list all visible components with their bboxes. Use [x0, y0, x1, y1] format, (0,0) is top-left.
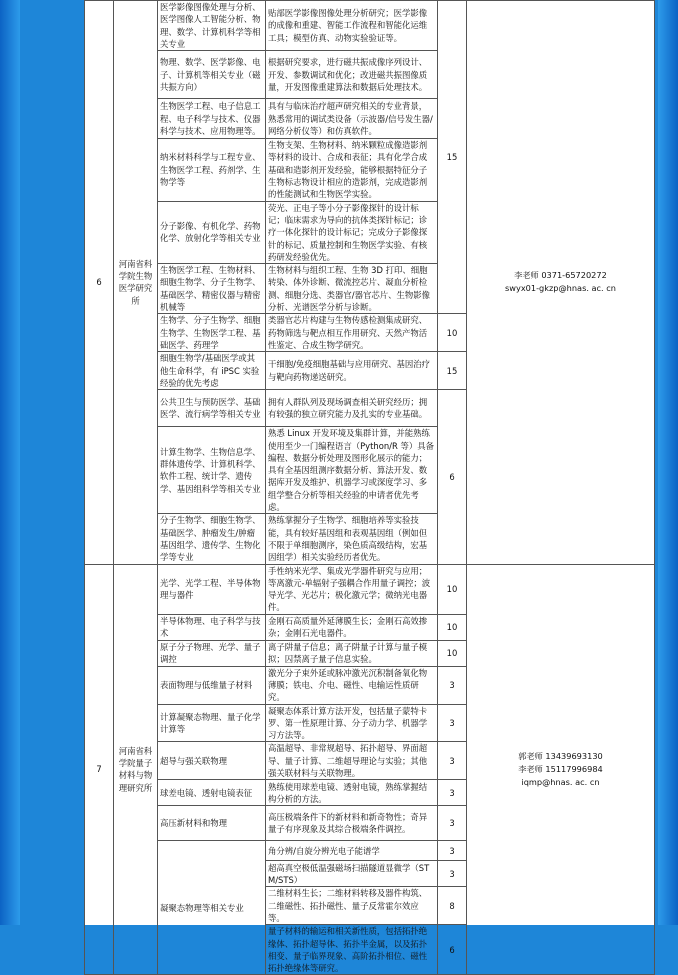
count-cell: 10	[438, 564, 467, 614]
requirement-cell: 手性纳米光学、集成光学器件研究与应用；等离激元-单辐射子强耦合作用量子调控；波导光学、光芯片；极化激元学；微纳光电器件。	[266, 564, 438, 614]
count-cell: 3	[438, 780, 467, 806]
requirement-cell: 具有与临床治疗超声研究相关的专业背景，熟悉常用的调试类设备（示波器/信号发生器/网络分析仪等）和仿真软件。	[266, 99, 438, 139]
major-cell: 原子分子物理、光学、量子调控	[158, 640, 266, 666]
requirement-cell: 类器官芯片构建与生物传感检测集成研究、药物筛选与靶点相互作用研究、天然产物活性鉴定、合成生物学研究。	[266, 314, 438, 352]
count-cell: 3	[438, 742, 467, 780]
requirement-cell: 高压极端条件下的新材料和新奇物性；奇异量子有序现象及其综合极端条件调控。	[266, 806, 438, 841]
left-border-decoration	[0, 0, 20, 925]
requirement-cell: 根据研究要求，进行磁共振成像序列设计、开发、参数调试和优化；改进磁共振图像质量，开发图像重建算法和数据后处理技术。	[266, 51, 438, 99]
major-cell: 凝聚态物理等相关专业	[158, 841, 266, 975]
major-cell: 分子影像、有机化学、药物化学、放射化学等相关专业	[158, 201, 266, 263]
major-cell: 超导与强关联物理	[158, 742, 266, 780]
major-cell: 公共卫生与预防医学、基础医学、流行病学等相关专业	[158, 390, 266, 427]
major-cell: 表面物理与低维量子材料	[158, 666, 266, 704]
right-border-decoration	[658, 0, 678, 925]
major-cell: 半导体物理、电子科学与技术	[158, 614, 266, 640]
count-cell: 3	[438, 666, 467, 704]
document-page	[84, 0, 654, 974]
major-cell: 纳米材料科学与工程专业、生物医学工程、药剂学、生物学等	[158, 139, 266, 201]
count-cell: 3	[438, 841, 467, 861]
requirement-cell: 熟练掌握分子生物学、细胞培养等实验技能，具有较好基因组和表观基因组（例如但不限于单细胞测序，染色质高级结构，宏基因组学）相关实验经历者优先。	[266, 514, 438, 564]
row-index: 7	[85, 564, 114, 975]
contact-line: 郭老师 13439693130	[518, 750, 603, 761]
requirement-cell: 生物材料与组织工程、生物 3D 打印、细胞转染、体外诊断、微流控芯片、凝血分析检测、细胞分选、类器官/器官芯片、生物影像分析、光谱医学分析与诊断。	[266, 264, 438, 314]
count-cell: 3	[438, 861, 467, 887]
contact-email: iqmp@hnas. ac. cn	[521, 776, 600, 787]
requirement-cell: 拥有人群队列及现场调查相关研究经历；拥有较强的独立研究能力及扎实的专业基础。	[266, 390, 438, 427]
requirement-cell: 金刚石高质量外延薄膜生长；金刚石高效掺杂；金刚石光电器件。	[266, 614, 438, 640]
requirement-cell: 凝聚态体系计算方法开发，包括量子蒙特卡罗、第一性原理计算、分子动力学、机器学习方法等。	[266, 704, 438, 742]
contact-line: 李老师 0371-65720272	[514, 270, 607, 281]
requirement-cell: 干细胞/免疫细胞基础与应用研究、基因治疗与靶向药物递送研究。	[266, 352, 438, 390]
requirement-cell: 角分辨/自旋分辨光电子能谱学	[266, 841, 438, 861]
count-cell: 15	[438, 1, 467, 314]
requirement-cell: 贴部医学影像图像处理分析研究；医学影像的成像和重建、智能工作流程和智能化运维工具；模型仿真、动物实验验证等。	[266, 1, 438, 51]
table-row	[85, 1, 655, 51]
count-cell: 6	[438, 925, 467, 975]
major-cell: 计算凝聚态物理、量子化学计算等	[158, 704, 266, 742]
major-cell: 计算生物学、生物信息学、群体遗传学、计算机科学、软件工程、统计学、遗传学、基因组科学等相关专业	[158, 427, 266, 514]
count-cell: 8	[438, 887, 467, 925]
requirement-cell: 熟悉 Linux 开发环境及集群计算，并能熟练使用至少一门编程语言（Python/R 等）具备编程、数据分析处理及图形化展示的能力；具有全基因组测序数据分析、算法开发、数据库开发及维护、机器学习或深度学习、多组学整合分析等相关经验的申请者优先考虑。	[266, 427, 438, 514]
count-cell: 3	[438, 704, 467, 742]
major-cell: 分子生物学、细胞生物学、基础医学、肿瘤发生/肿瘤基因组学、遗传学、生物化学等专业	[158, 514, 266, 564]
requirement-cell: 激光分子束外延或脉冲激光沉积制备氧化物薄膜；铁电、介电、磁性、电输运性质研究。	[266, 666, 438, 704]
table-row	[85, 564, 655, 614]
major-cell: 物理、数学、医学影像、电子、计算机等相关专业（磁共振方向）	[158, 51, 266, 99]
contact-cell	[467, 1, 655, 565]
institute-name: 河南省科学院生物医学研究所	[114, 1, 158, 565]
institute-name: 河南省科学院量子材料与物理研究所	[114, 564, 158, 975]
major-cell: 医学影像图像处理与分析、医学图像人工智能分析、物理、数学、计算机科学等相关专业	[158, 1, 266, 51]
contact-line: 李老师 15117996984	[518, 763, 603, 774]
row-index: 6	[85, 1, 114, 565]
major-cell: 生物医学工程、生物材料、细胞生物学、分子生物学、基础医学、精密仪器与精密机械等	[158, 264, 266, 314]
count-cell: 15	[438, 352, 467, 390]
requirement-cell: 离子阱量子信息；离子阱量子计算与量子模拟；囚禁离子量子信息实验。	[266, 640, 438, 666]
count-cell: 10	[438, 314, 467, 352]
requirement-cell: 荧光、正电子等小分子影像探针的设计标记；临床需求为导向的抗体类探针标记；诊疗一体化探针的设计标记；完成分子影像探针的标记、质量控制和生物医学实验、有核药研发经验优先。	[266, 201, 438, 263]
requirement-cell: 高温超导、非常规超导、拓扑超导、界面超导、量子计算、二维超导理论与实验；其他强关联材料与关联物理。	[266, 742, 438, 780]
major-cell: 光学、光学工程、半导体物理与器件	[158, 564, 266, 614]
major-cell: 生物学、分子生物学、细胞生物学、生物医学工程、基础医学、药理学	[158, 314, 266, 352]
contact-email: swyx01-gkzp@hnas. ac. cn	[505, 283, 616, 294]
contact-cell	[467, 564, 655, 975]
major-cell: 细胞生物学/基础医学或其他生命科学，有 iPSC 实验经验的优先考虑	[158, 352, 266, 390]
requirement-cell: 生物支架、生物材料、纳米颗粒成像造影剂等材料的设计、合成和表征；具有化学合成基础和造影剂开发经验，能够根据特征分子生物标志物设计相应的造影剂，完成造影剂的性能测试和生物医学实验。	[266, 139, 438, 201]
count-cell: 10	[438, 614, 467, 640]
count-cell: 6	[438, 390, 467, 564]
count-cell: 10	[438, 640, 467, 666]
count-cell: 3	[438, 806, 467, 841]
requirement-cell: 熟练使用球差电镜、透射电镜，熟练掌握结构分析的方法。	[266, 780, 438, 806]
major-cell: 高压新材料和物理	[158, 806, 266, 841]
recruitment-table	[84, 0, 655, 975]
major-cell: 球差电镜、透射电镜表征	[158, 780, 266, 806]
requirement-cell: 量子材料的输运和相关新性质，包括拓扑绝缘体、拓扑超导体、拓扑半金属，以及拓扑相变、量子临界现象、高阶拓扑相位、磁性拓扑绝缘体等研究。	[266, 925, 438, 975]
requirement-cell: 二维材料生长；二维材料转移及器件构筑、二维磁性、拓扑磁性、量子反常霍尔效应等。	[266, 887, 438, 925]
major-cell: 生物医学工程、电子信息工程、电子科学与技术、仪器科学与技术、应用物理等。	[158, 99, 266, 139]
requirement-cell: 超高真空极低温强磁场扫描隧道显微学（STM/STS）	[266, 861, 438, 887]
